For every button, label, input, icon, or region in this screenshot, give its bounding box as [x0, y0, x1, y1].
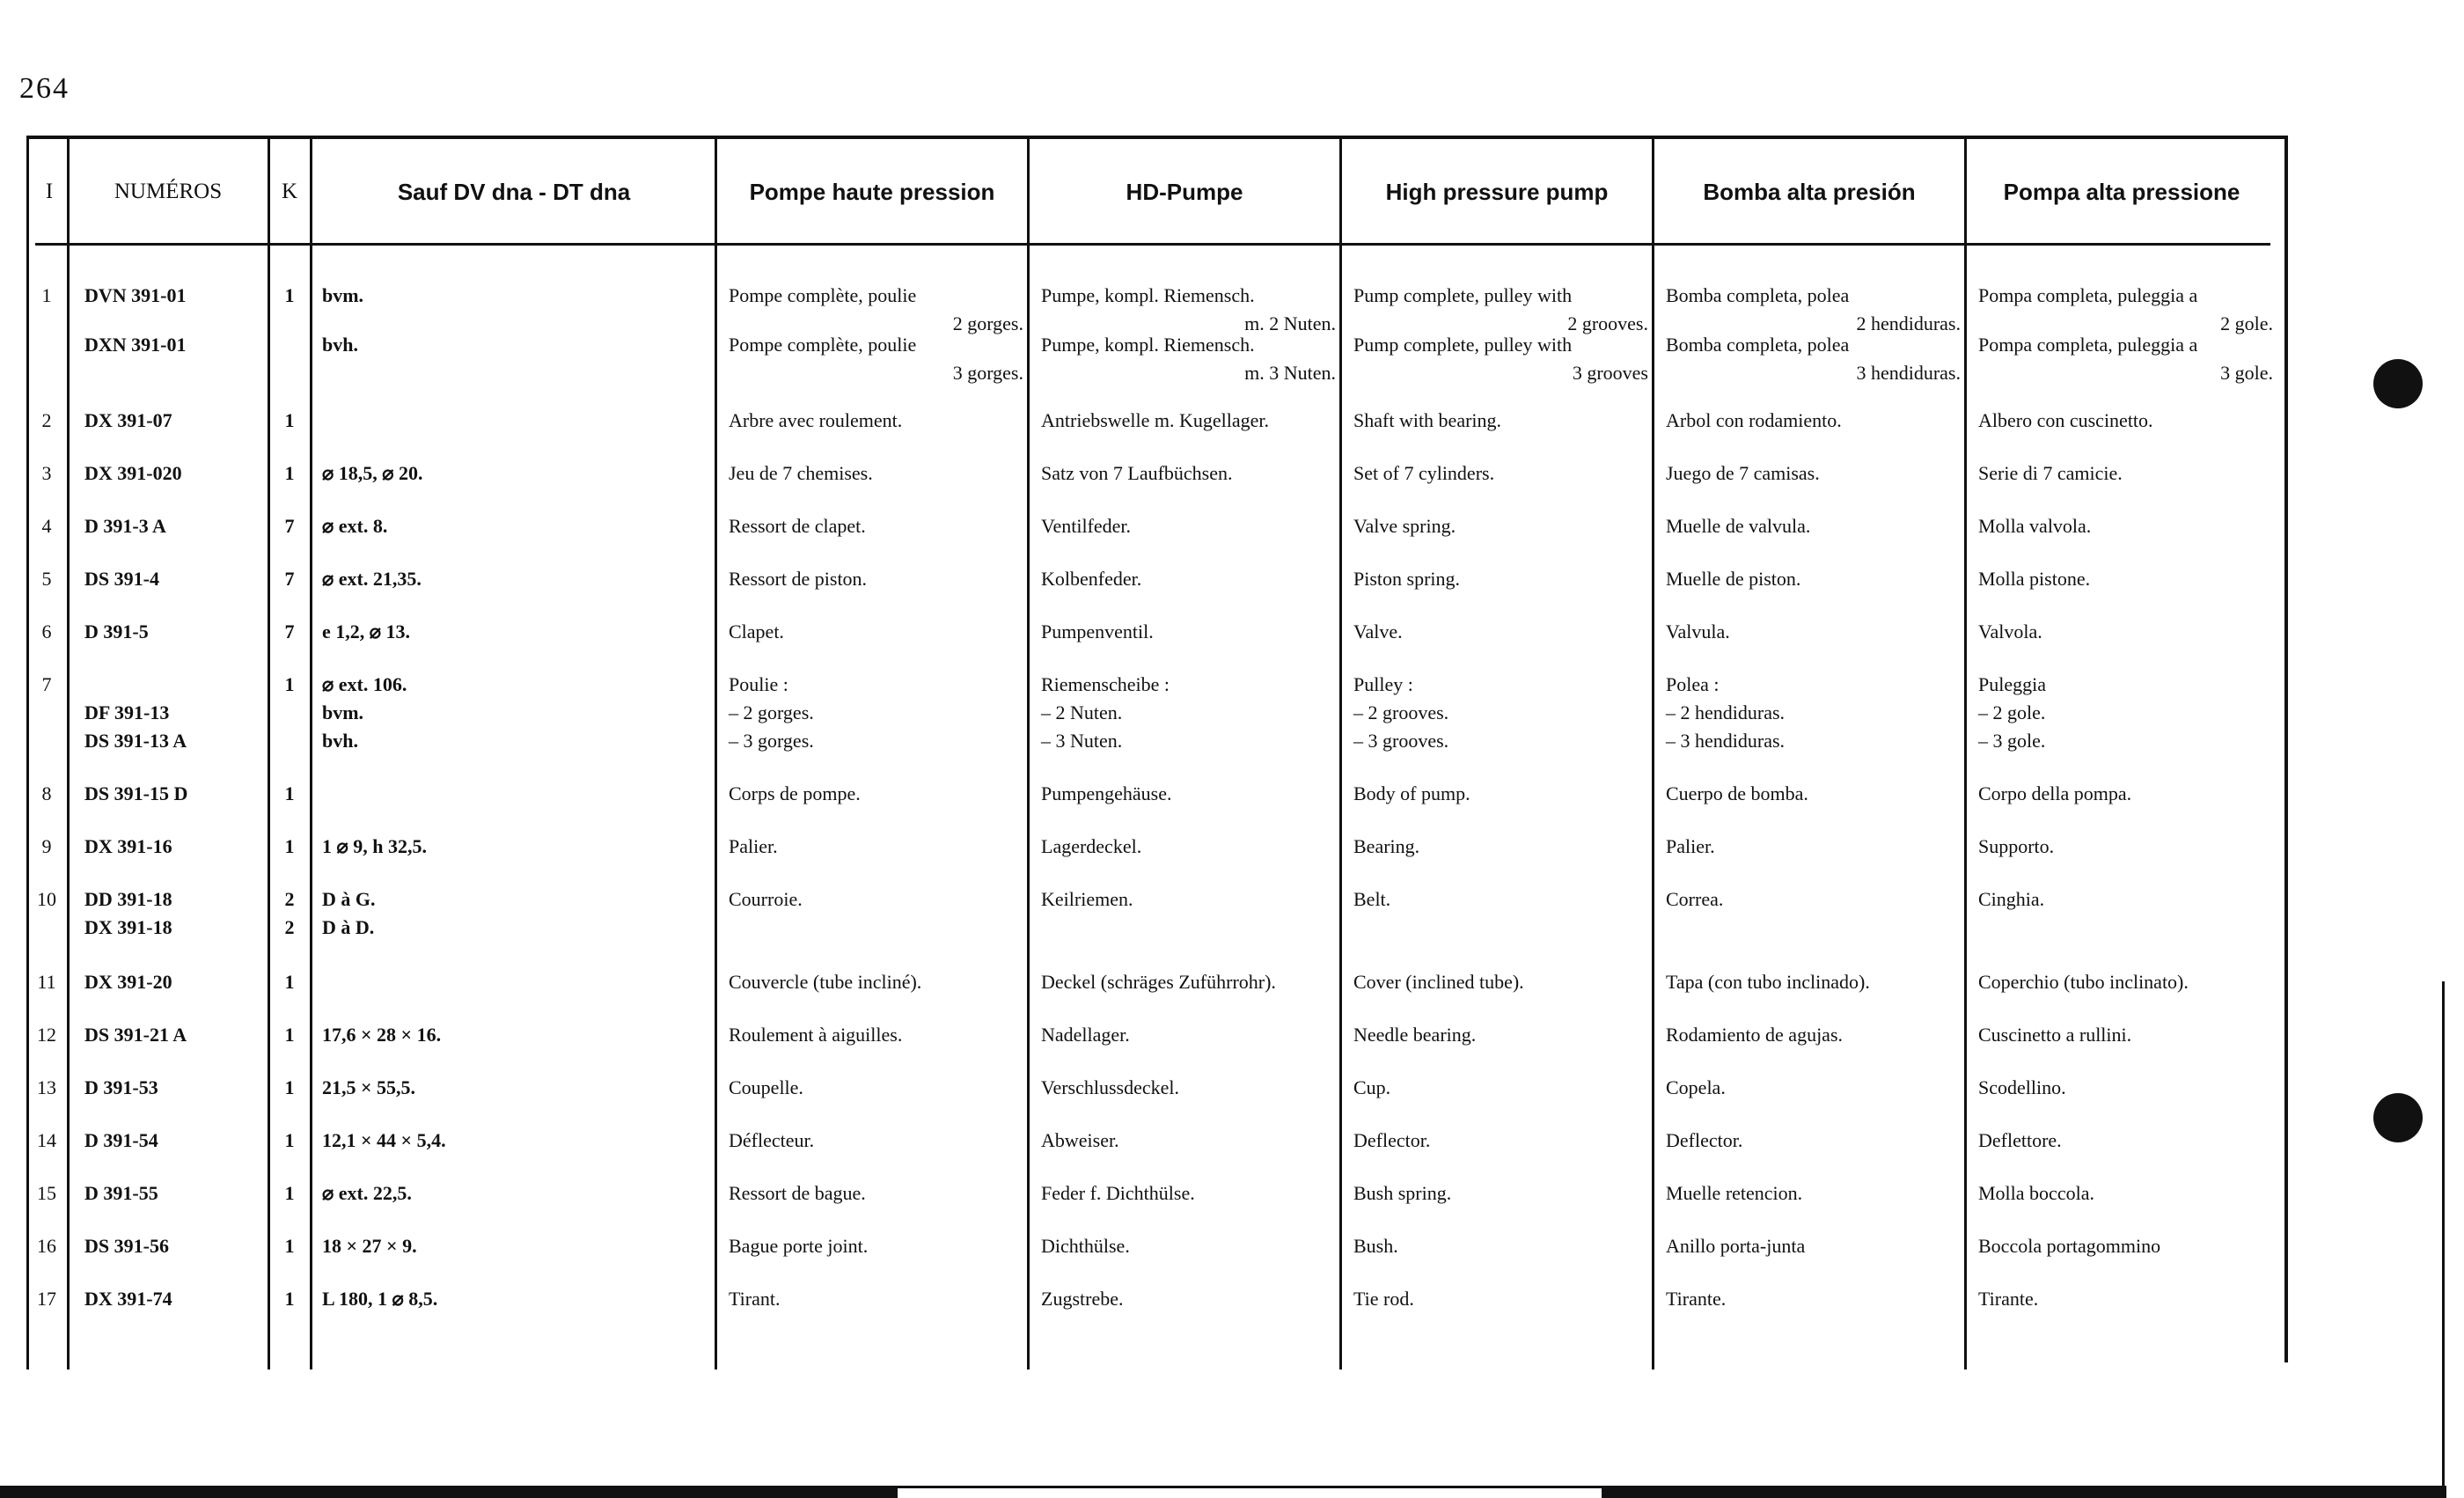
desc-italian: Valvola. — [1978, 620, 2042, 643]
column-divider — [268, 139, 270, 1369]
desc-french: Corps de pompe. — [729, 782, 861, 804]
desc-german: Verschlussdeckel. — [1041, 1076, 1180, 1098]
desc-line-cont: m. 3 Nuten. — [1244, 362, 1336, 384]
dimension-note: ⌀ ext. 22,5. — [322, 1182, 412, 1204]
desc-german — [1041, 331, 1336, 387]
quantity-k: 1 — [284, 673, 295, 695]
column-divider — [1964, 139, 1967, 1369]
desc-french: Couvercle (tube incliné). — [729, 971, 922, 993]
part-number: DXN 391-01 — [84, 334, 187, 356]
row-index: 3 — [41, 462, 52, 484]
desc-english: Tie rod. — [1353, 1288, 1414, 1310]
desc-french: Ressort de clapet. — [729, 515, 866, 537]
desc-german: Feder f. Dichthülse. — [1041, 1182, 1195, 1204]
desc-italian: Serie di 7 camicie. — [1978, 462, 2123, 484]
desc-italian: Albero con cuscinetto. — [1978, 409, 2153, 431]
dimension-note: 21,5 × 55,5. — [322, 1076, 416, 1098]
part-number: D 391-3 A — [84, 515, 166, 537]
desc-line: Pompa completa, puleggia a — [1978, 334, 2198, 356]
desc-italian — [1978, 282, 2273, 338]
desc-italian: Cuscinetto a rullini. — [1978, 1024, 2132, 1046]
desc-line: Bomba completa, polea — [1666, 334, 1850, 356]
desc-french: Ressort de bague. — [729, 1182, 866, 1204]
quantity-k: 7 — [284, 620, 295, 643]
desc-english: Shaft with bearing. — [1353, 409, 1502, 431]
page-right-edge — [2442, 981, 2445, 1492]
dimension-note: e 1,2, ⌀ 13. — [322, 620, 411, 643]
desc-spanish: Rodamiento de agujas. — [1666, 1024, 1844, 1046]
desc-english — [1353, 282, 1648, 338]
header-rule — [35, 243, 2270, 246]
column-divider — [715, 139, 717, 1369]
desc-spanish: Deflector. — [1666, 1129, 1743, 1151]
row-index: 12 — [37, 1024, 56, 1046]
desc-italian: Molla pistone. — [1978, 568, 2091, 590]
page-number: 264 — [19, 72, 70, 105]
dimension-note: 1 ⌀ 9, h 32,5. — [322, 835, 427, 857]
desc-german: Zugstrebe. — [1041, 1288, 1124, 1310]
desc-line: Pompa completa, puleggia a — [1978, 284, 2198, 306]
quantity-k: 1 — [284, 835, 295, 857]
desc-french: Coupelle. — [729, 1076, 803, 1098]
quantity-k: 7 — [284, 568, 295, 590]
quantity-k: 1 — [284, 409, 295, 431]
column-divider — [310, 139, 312, 1369]
desc-german: Keilriemen. — [1041, 888, 1133, 910]
desc-english: Body of pump. — [1353, 782, 1470, 804]
quantity-k: 1 — [284, 1235, 295, 1257]
quantity-k: 1 — [284, 1024, 295, 1046]
desc-german — [1041, 282, 1336, 338]
part-number: DVN 391-01 — [84, 284, 187, 306]
column-divider — [1027, 139, 1030, 1369]
table-right-border — [2284, 137, 2288, 1362]
desc-german: Ventilfeder. — [1041, 515, 1132, 537]
header-german: HD-Pumpe — [1126, 178, 1243, 205]
part-number: DS 391-56 — [84, 1235, 169, 1257]
desc-french: Tirant. — [729, 1288, 781, 1310]
dimension-note: L 180, 1 ⌀ 8,5. — [322, 1288, 438, 1310]
desc-line: Pumpe, kompl. Riemensch. — [1041, 284, 1255, 306]
row-index: 10 — [37, 888, 56, 910]
desc-line: Pompe complète, poulie — [729, 284, 917, 306]
desc-line-cont: 3 grooves — [1572, 362, 1648, 384]
part-number: D 391-54 — [84, 1129, 158, 1151]
desc-french: Palier. — [729, 835, 778, 857]
desc-german: Riemenscheibe : — [1041, 673, 1170, 695]
desc-spanish: Muelle de valvula. — [1666, 515, 1811, 537]
desc-german: Lagerdeckel. — [1041, 835, 1142, 857]
desc-line-cont: 3 hendiduras. — [1856, 362, 1961, 384]
dimension-note: bvm. — [322, 701, 364, 723]
desc-italian: Boccola portagommino — [1978, 1235, 2161, 1257]
binder-hole-icon — [2373, 1093, 2423, 1142]
desc-english: Bush spring. — [1353, 1182, 1452, 1204]
desc-spanish — [1666, 282, 1961, 338]
desc-english: Piston spring. — [1353, 568, 1461, 590]
dimension-note: ⌀ ext. 8. — [322, 515, 388, 537]
row-index: 7 — [41, 673, 52, 695]
desc-line: Pumpe, kompl. Riemensch. — [1041, 334, 1255, 356]
desc-english — [1353, 331, 1648, 387]
part-number: DX 391-16 — [84, 835, 172, 857]
part-number: DS 391-15 D — [84, 782, 188, 804]
row-index: 8 — [41, 782, 52, 804]
desc-spanish: Juego de 7 camisas. — [1666, 462, 1820, 484]
desc-spanish: Tapa (con tubo inclinado). — [1666, 971, 1870, 993]
quantity-k: 2 — [284, 888, 295, 910]
dimension-note: bvm. — [322, 284, 364, 306]
desc-spanish: Polea : — [1666, 673, 1720, 695]
desc-french: Jeu de 7 chemises. — [729, 462, 873, 484]
part-number: DS 391-13 A — [84, 730, 187, 752]
desc-french: – 3 gorges. — [729, 730, 814, 752]
dimension-note: bvh. — [322, 334, 358, 356]
dimension-note: 18 × 27 × 9. — [322, 1235, 417, 1257]
desc-french: Clapet. — [729, 620, 784, 643]
desc-line: Pump complete, pulley with — [1353, 284, 1573, 306]
desc-italian: Corpo della pompa. — [1978, 782, 2132, 804]
desc-spanish: Copela. — [1666, 1076, 1726, 1098]
desc-french: Roulement à aiguilles. — [729, 1024, 903, 1046]
desc-italian: – 2 gole. — [1978, 701, 2046, 723]
desc-english: – 3 grooves. — [1353, 730, 1449, 752]
desc-english: Bearing. — [1353, 835, 1420, 857]
row-index: 13 — [37, 1076, 56, 1098]
dimension-note: D à D. — [322, 916, 375, 938]
desc-spanish: Tirante. — [1666, 1288, 1727, 1310]
desc-french: Déflecteur. — [729, 1129, 815, 1151]
desc-english: Set of 7 cylinders. — [1353, 462, 1495, 484]
column-divider — [67, 139, 70, 1369]
part-number: DX 391-20 — [84, 971, 172, 993]
desc-italian: Puleggia — [1978, 673, 2046, 695]
desc-french — [729, 331, 1023, 387]
row-index: 16 — [37, 1235, 56, 1257]
desc-italian: Deflettore. — [1978, 1129, 2062, 1151]
part-number: DX 391-07 — [84, 409, 172, 431]
desc-spanish: – 2 hendiduras. — [1666, 701, 1786, 723]
desc-english: Cup. — [1353, 1076, 1391, 1098]
row-index: 1 — [41, 284, 52, 306]
desc-french: Ressort de piston. — [729, 568, 868, 590]
part-number: D 391-5 — [84, 620, 149, 643]
dimension-note: ⌀ 18,5, ⌀ 20. — [322, 462, 423, 484]
desc-line-cont: 2 hendiduras. — [1856, 312, 1961, 334]
desc-spanish: – 3 hendiduras. — [1666, 730, 1786, 752]
part-number: DX 391-74 — [84, 1288, 172, 1310]
header-english: High pressure pump — [1385, 178, 1609, 205]
part-number: DX 391-020 — [84, 462, 182, 484]
desc-german: – 2 Nuten. — [1041, 701, 1123, 723]
dimension-note: 17,6 × 28 × 16. — [322, 1024, 442, 1046]
desc-english: Pulley : — [1353, 673, 1413, 695]
header-sauf: Sauf DV dna - DT dna — [397, 178, 631, 205]
quantity-k: 1 — [284, 462, 295, 484]
row-index: 4 — [41, 515, 52, 537]
dimension-note: ⌀ ext. 21,35. — [322, 568, 422, 590]
header-italian: Pompa alta pressione — [2003, 178, 2240, 205]
desc-german: – 3 Nuten. — [1041, 730, 1123, 752]
desc-german: Pumpenventil. — [1041, 620, 1154, 643]
dimension-note: 12,1 × 44 × 5,4. — [322, 1129, 446, 1151]
quantity-k: 1 — [284, 1129, 295, 1151]
desc-german: Kolbenfeder. — [1041, 568, 1142, 590]
desc-german: Dichthülse. — [1041, 1235, 1130, 1257]
desc-spanish: Muelle retencion. — [1666, 1182, 1803, 1204]
desc-french: Courroie. — [729, 888, 803, 910]
header-numeros: NUMÉROS — [114, 180, 223, 203]
quantity-k: 1 — [284, 1076, 295, 1098]
desc-italian: Molla boccola. — [1978, 1182, 2094, 1204]
header-spanish: Bomba alta presión — [1703, 178, 1916, 205]
desc-line-cont: 2 gole. — [2220, 312, 2273, 334]
column-divider — [1339, 139, 1342, 1369]
desc-french: Bague porte joint. — [729, 1235, 869, 1257]
part-number: DF 391-13 — [84, 701, 170, 723]
row-index: 6 — [41, 620, 52, 643]
desc-line-cont: 2 gorges. — [952, 312, 1023, 334]
desc-english: Valve. — [1353, 620, 1403, 643]
desc-german: Abweiser. — [1041, 1129, 1119, 1151]
desc-line-cont: 3 gorges. — [952, 362, 1023, 384]
part-number: D 391-53 — [84, 1076, 158, 1098]
quantity-k: 7 — [284, 515, 295, 537]
dimension-note: ⌀ ext. 106. — [322, 673, 407, 695]
desc-spanish: Cuerpo de bomba. — [1666, 782, 1808, 804]
part-number: DS 391-4 — [84, 568, 159, 590]
desc-german: Antriebswelle m. Kugellager. — [1041, 409, 1270, 431]
desc-german: Nadellager. — [1041, 1024, 1130, 1046]
quantity-k: 1 — [284, 1182, 295, 1204]
desc-italian: Supporto. — [1978, 835, 2055, 857]
desc-french: Poulie : — [729, 673, 788, 695]
desc-italian: Tirante. — [1978, 1288, 2039, 1310]
desc-line: Bomba completa, polea — [1666, 284, 1850, 306]
dimension-note: D à G. — [322, 888, 376, 910]
header-french: Pompe haute pression — [749, 178, 995, 205]
row-index: 17 — [37, 1288, 56, 1310]
desc-english: Bush. — [1353, 1235, 1398, 1257]
quantity-k: 1 — [284, 1288, 295, 1310]
desc-italian: Coperchio (tubo inclinato). — [1978, 971, 2189, 993]
quantity-k: 2 — [284, 916, 295, 938]
part-number: DS 391-21 A — [84, 1024, 187, 1046]
row-index: 11 — [37, 971, 56, 993]
desc-italian: Scodellino. — [1978, 1076, 2066, 1098]
row-index: 2 — [41, 409, 52, 431]
desc-line-cont: 3 gole. — [2220, 362, 2273, 384]
desc-italian: – 3 gole. — [1978, 730, 2046, 752]
row-index: 15 — [37, 1182, 56, 1204]
desc-spanish: Palier. — [1666, 835, 1715, 857]
row-index: 9 — [41, 835, 52, 857]
binder-hole-icon — [2373, 359, 2423, 408]
desc-line-cont: 2 grooves. — [1567, 312, 1648, 334]
quantity-k: 1 — [284, 284, 295, 306]
quantity-k: 1 — [284, 971, 295, 993]
dimension-note: bvh. — [322, 730, 358, 752]
desc-french: Arbre avec roulement. — [729, 409, 903, 431]
table-top-border — [26, 136, 2288, 139]
desc-spanish: Anillo porta-junta — [1666, 1235, 1806, 1257]
quantity-k: 1 — [284, 782, 295, 804]
desc-german: Satz von 7 Laufbüchsen. — [1041, 462, 1233, 484]
desc-line-cont: m. 2 Nuten. — [1244, 312, 1336, 334]
header-k: K — [281, 180, 298, 203]
row-index: 5 — [41, 568, 52, 590]
desc-english: Belt. — [1353, 888, 1391, 910]
desc-english: Valve spring. — [1353, 515, 1456, 537]
part-number: D 391-55 — [84, 1182, 158, 1204]
column-divider — [26, 139, 29, 1369]
desc-line: Pump complete, pulley with — [1353, 334, 1573, 356]
desc-french — [729, 282, 1023, 338]
desc-spanish: Correa. — [1666, 888, 1724, 910]
desc-spanish — [1666, 331, 1961, 387]
desc-english: – 2 grooves. — [1353, 701, 1449, 723]
desc-spanish: Valvula. — [1666, 620, 1730, 643]
desc-spanish: Muelle de piston. — [1666, 568, 1801, 590]
part-number: DX 391-18 — [84, 916, 172, 938]
column-divider — [1652, 139, 1654, 1369]
desc-spanish: Arbol con rodamiento. — [1666, 409, 1842, 431]
row-index: 14 — [37, 1129, 56, 1151]
desc-italian — [1978, 331, 2273, 387]
desc-english: Deflector. — [1353, 1129, 1431, 1151]
desc-french: – 2 gorges. — [729, 701, 814, 723]
desc-italian: Cinghia. — [1978, 888, 2045, 910]
desc-german: Deckel (schräges Zuführrohr). — [1041, 971, 1276, 993]
part-number: DD 391-18 — [84, 888, 172, 910]
desc-german: Pumpengehäuse. — [1041, 782, 1172, 804]
desc-italian: Molla valvola. — [1978, 515, 2092, 537]
desc-english: Needle bearing. — [1353, 1024, 1477, 1046]
header-index: I — [45, 180, 54, 203]
desc-english: Cover (inclined tube). — [1353, 971, 1524, 993]
desc-line: Pompe complète, poulie — [729, 334, 917, 356]
